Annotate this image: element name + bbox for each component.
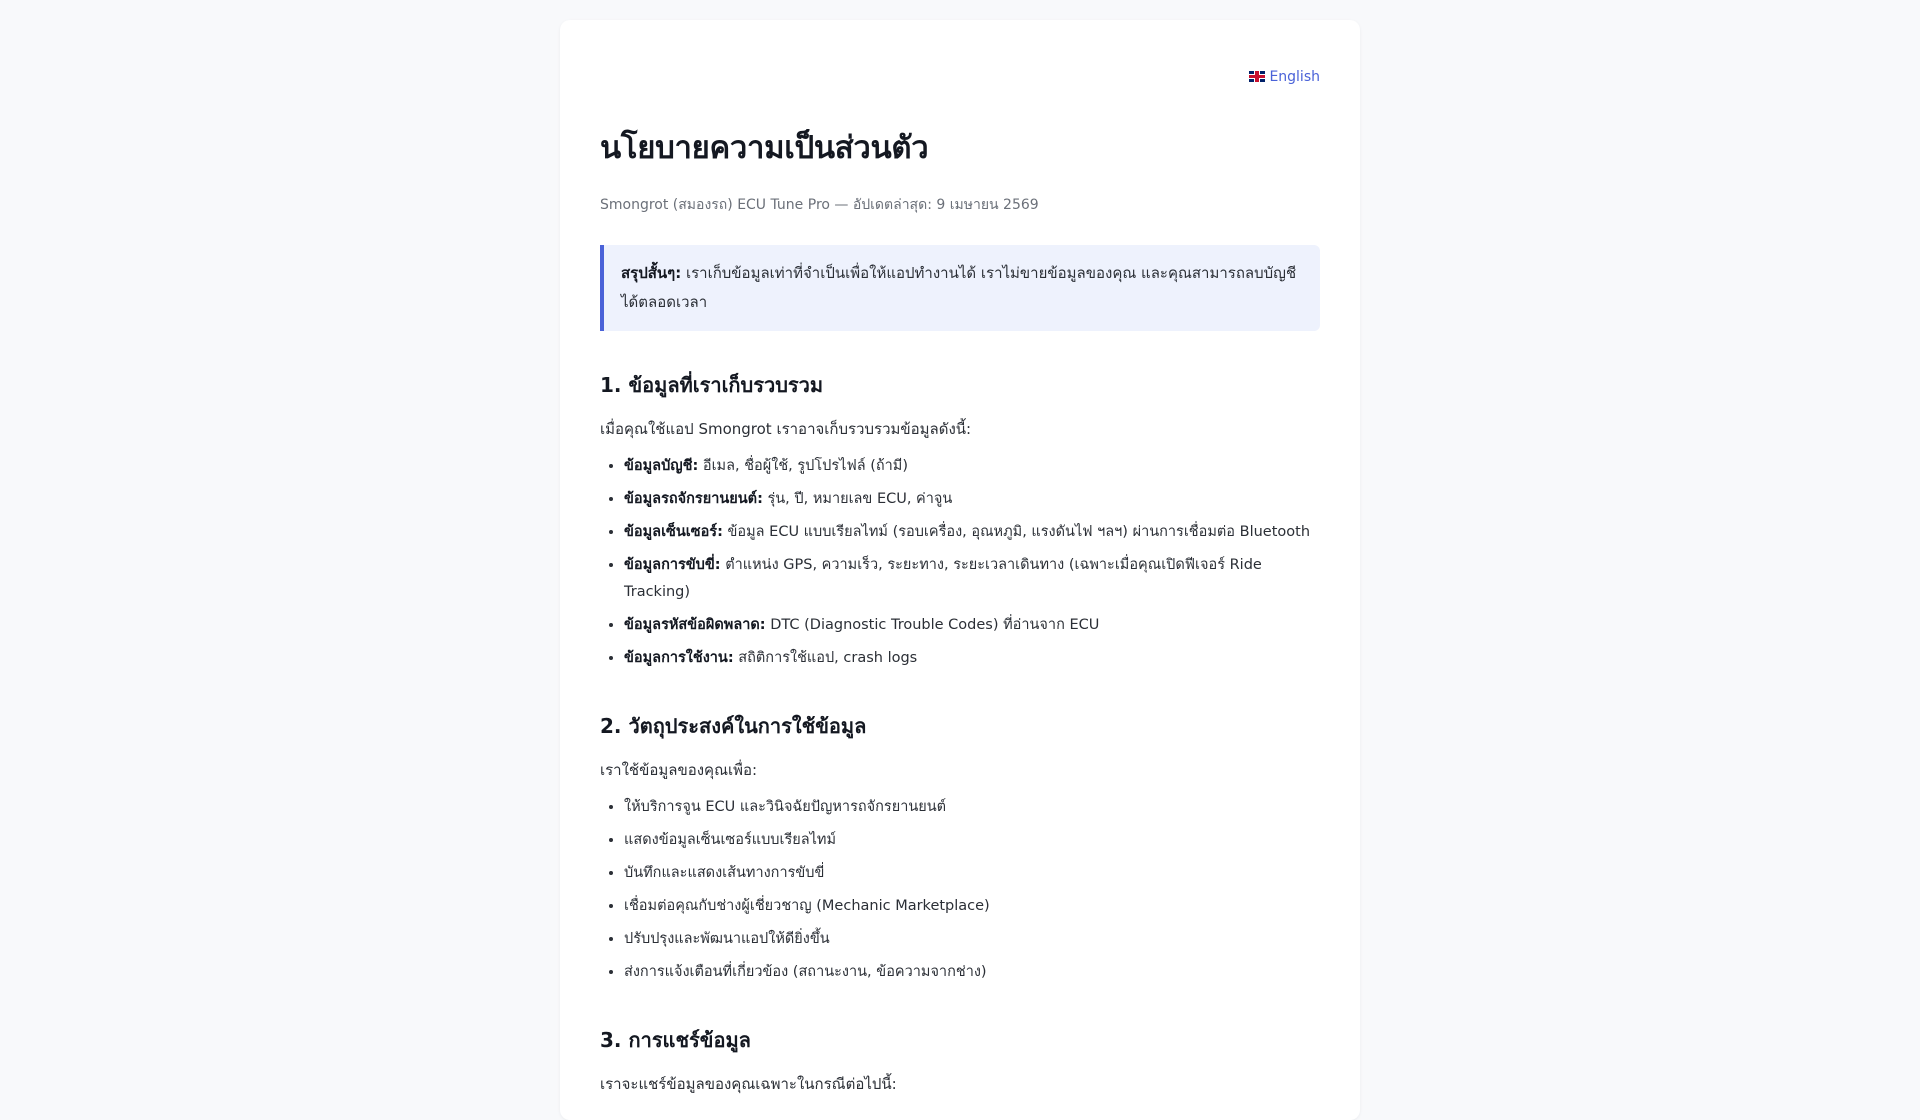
list-item-label: ข้อมูลการขับขี่: [624, 557, 721, 573]
section-heading: 1. ข้อมูลที่เราเก็บรวบรวม [600, 373, 824, 397]
list-item: • แสดงข้อมูลเซ็นเซอร์แบบเรียลไทม์ [624, 827, 1320, 854]
list-item: • เชื่อมต่อคุณกับช่างผู้เชี่ยวชาญ (Mechanic Marketplace) [624, 893, 1320, 920]
list-item: • ปรับปรุงและพัฒนาแอปให้ดียิ่งขึ้น [624, 926, 1320, 953]
list-item-text: DTC (Diagnostic Trouble Codes) ที่อ่านจาก ECU [765, 617, 1100, 633]
list-item-label: ข้อมูลการใช้งาน: [624, 650, 734, 666]
section-heading: 3. การแชร์ข้อมูล [600, 1028, 751, 1052]
list-item-text: ตำแหน่ง GPS, ความเร็ว, ระยะทาง, ระยะเวลาเดินทาง (เฉพาะเมื่อคุณเปิดฟีเจอร์ Ride Tracking) [624, 557, 1262, 600]
list-item [624, 519, 1320, 546]
list-item-text: สถิติการใช้แอป, crash logs [733, 650, 918, 666]
language-label: English [1269, 69, 1320, 85]
section-intro: เมื่อคุณใช้แอป Smongrot เราอาจเก็บรวบรวมข้อมูลดังนี้: [600, 420, 972, 438]
section-heading: 2. วัตถุประสงค์ในการใช้ข้อมูล [600, 714, 867, 738]
list-item-text: ข้อมูล ECU แบบเรียลไทม์ (รอบเครื่อง, อุณหภูมิ, แรงดันไฟ ฯลฯ) ผ่านการเชื่อมต่อ Bluetooth [722, 524, 1311, 540]
list-item-text: รุ่น, ปี, หมายเลข ECU, ค่าจูน [762, 491, 953, 507]
list-item-text: อีเมล, ชื่อผู้ใช้, รูปโปรไฟล์ (ถ้ามี) [698, 458, 909, 474]
section-list [600, 794, 1320, 986]
list-item-label: ข้อมูลบัญชี: [624, 458, 699, 474]
section-intro: เราจะแชร์ข้อมูลของคุณเฉพาะในกรณีต่อไปนี้: [600, 1075, 897, 1093]
list-item [624, 453, 1320, 480]
summary-label: สรุปสั้นๆ: [621, 264, 682, 282]
uk-flag-icon [1249, 71, 1265, 82]
list-item-label: ข้อมูลเซ็นเซอร์: [624, 524, 723, 540]
list-item: • ให้บริการจูน ECU และวินิจฉัยปัญหารถจักรยานยนต์ [624, 794, 1320, 821]
policy-card [560, 20, 1360, 1120]
page-title: นโยบายความเป็นส่วนตัว [600, 130, 929, 166]
summary-text: เราเก็บข้อมูลเท่าที่จำเป็นเพื่อให้แอปทำงานได้ เราไม่ขายข้อมูลของคุณ และคุณสามารถลบบัญชีได้ตลอดเวลา [621, 264, 1297, 311]
list-item: • ส่งการแจ้งเตือนที่เกี่ยวข้อง (สถานะงาน, ข้อความจากช่าง) [624, 959, 1320, 986]
summary-box [600, 245, 1320, 331]
section-intro: เราใช้ข้อมูลของคุณเพื่อ: [600, 761, 758, 779]
list-item [624, 645, 1320, 672]
list-item [624, 552, 1320, 606]
language-switcher-row [600, 60, 1320, 94]
page-meta: Smongrot (สมองรถ) ECU Tune Pro — อัปเดตล่าสุด: 9 เมษายน 2569 [600, 197, 1039, 213]
list-item-label: ข้อมูลรหัสข้อผิดพลาด: [624, 617, 766, 633]
list-item-label: ข้อมูลรถจักรยานยนต์: [624, 491, 763, 507]
list-item [624, 612, 1320, 639]
list-item [624, 486, 1320, 513]
list-item: • บันทึกและแสดงเส้นทางการขับขี่ [624, 860, 1320, 887]
section-list [600, 453, 1320, 672]
language-switch-link[interactable] [1249, 69, 1320, 85]
